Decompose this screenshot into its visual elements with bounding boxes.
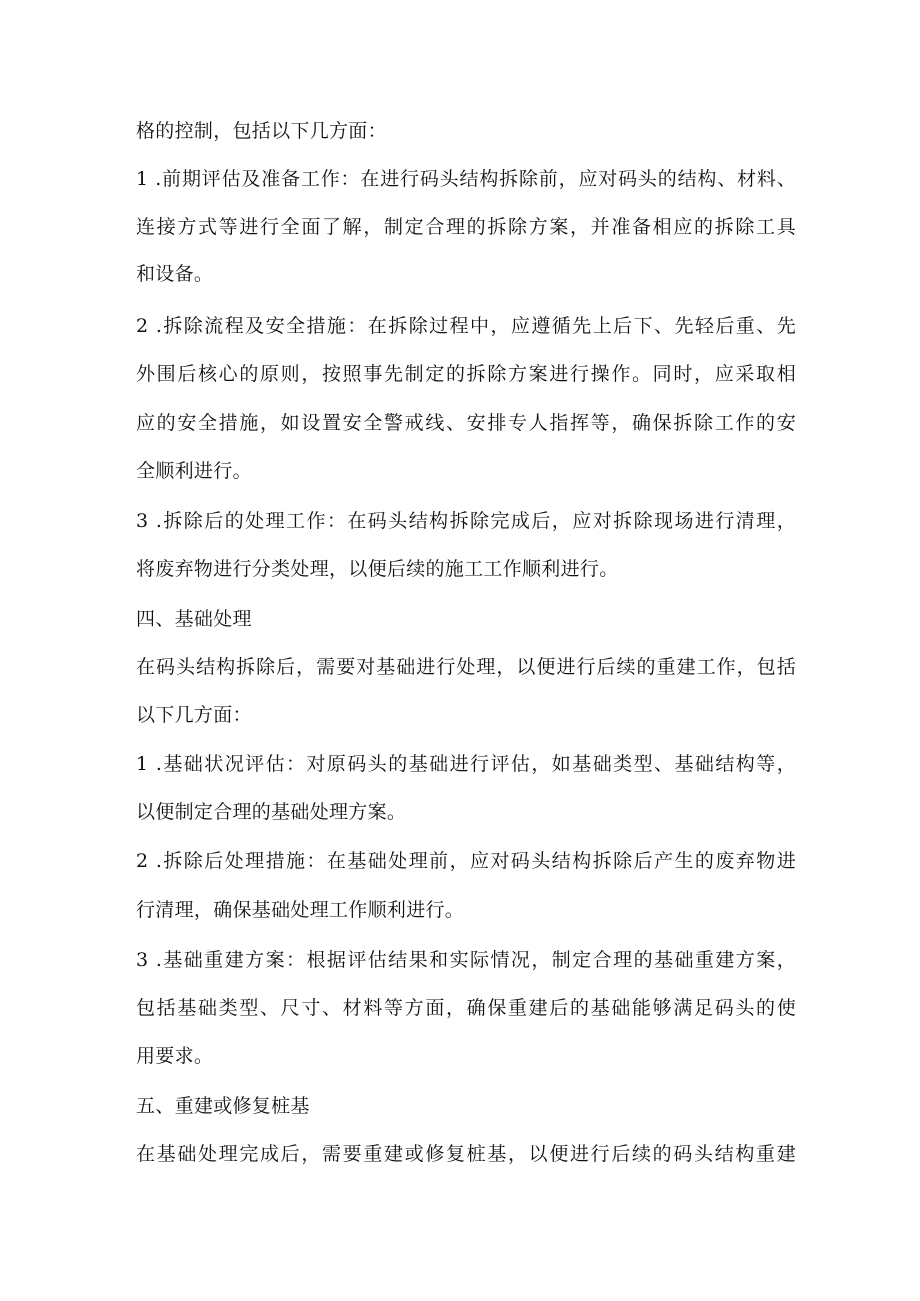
list-item-line: 3 .拆除后的处理工作：在码头结构拆除完成后，应对拆除现场进行清理，: [136, 510, 796, 532]
text-line: 外围后核心的原则，按照事先制定的拆除方案进行操作。同时，应采取相: [136, 363, 796, 385]
text-line: 连接方式等进行全面了解，制定合理的拆除方案，并准备相应的拆除工具: [136, 216, 796, 238]
text-line: 将废弃物进行分类处理，以便后续的施工工作顺利进行。: [136, 558, 619, 580]
section-heading: 四、基础处理: [136, 608, 252, 630]
list-item-line: 2 .拆除后处理措施：在基础处理前，应对码头结构拆除后产生的废弃物进: [136, 850, 796, 872]
text-line: 行清理，确保基础处理工作顺利进行。: [136, 899, 465, 921]
text-line: 在基础处理完成后，需要重建或修复桩基，以便进行后续的码头结构重建: [136, 1143, 796, 1165]
list-item-line: 1 .前期评估及准备工作：在进行码头结构拆除前，应对码头的结构、材料、: [136, 168, 796, 190]
text-line: 包括基础类型、尺寸、材料等方面，确保重建后的基础能够满足码头的使: [136, 997, 796, 1019]
text-line: 格的控制，包括以下几方面：: [136, 120, 387, 142]
text-line: 全顺利进行。: [136, 460, 252, 482]
text-line: 用要求。: [136, 1045, 214, 1067]
section-heading: 五、重建或修复桩基: [136, 1095, 310, 1117]
text-line: 以下几方面：: [136, 704, 252, 726]
text-line: 和设备。: [136, 263, 214, 285]
text-line: 以便制定合理的基础处理方案。: [136, 801, 407, 823]
text-line: 应的安全措施，如设置安全警戒线、安排专人指挥等，确保拆除工作的安: [136, 412, 796, 434]
text-line: 在码头结构拆除后，需要对基础进行处理，以便进行后续的重建工作，包括: [136, 656, 796, 678]
list-item-line: 2 .拆除流程及安全措施：在拆除过程中，应遵循先上后下、先轻后重、先: [136, 315, 796, 337]
list-item-line: 3 .基础重建方案：根据评估结果和实际情况，制定合理的基础重建方案，: [136, 949, 796, 971]
list-item-line: 1 .基础状况评估：对原码头的基础进行评估，如基础类型、基础结构等，: [136, 753, 796, 775]
